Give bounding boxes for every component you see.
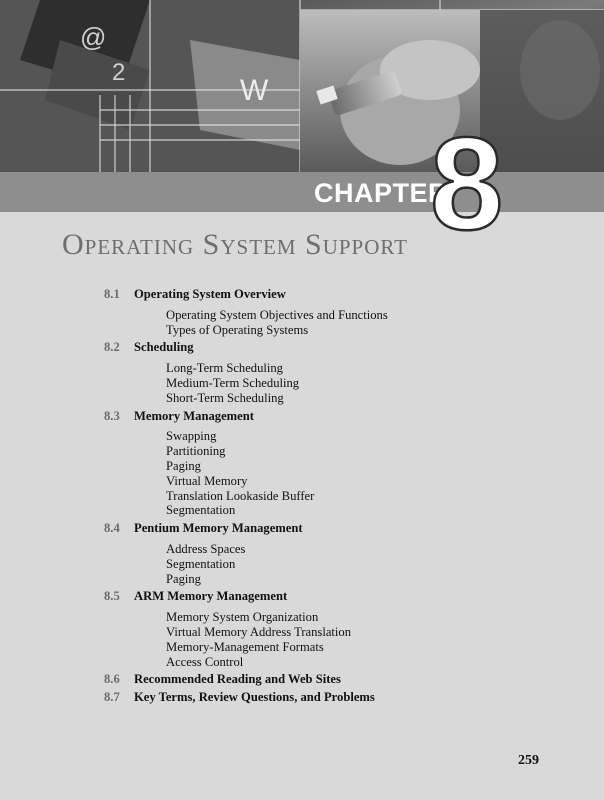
toc-subsection: Medium-Term Scheduling [166,375,300,390]
toc-section-number: 8.7 [104,690,120,705]
chapter-band [0,172,604,212]
keycap-letter: @ [80,22,107,52]
toc-subsection: Long-Term Scheduling [166,361,283,376]
banner-collage [0,0,604,172]
toc-section-title: Recommended Reading and Web Sites [134,672,341,687]
toc-section-number: 8.4 [104,521,120,536]
toc-section-number: 8.1 [104,287,120,301]
chapter-outline [104,287,564,705]
toc-subsection: Memory System Organization [166,610,319,625]
toc-subsection: Types of Operating Systems [166,322,309,337]
toc-section-number: 8.5 [104,589,120,604]
page-number: 259 [518,753,539,768]
toc-section [104,521,564,536]
toc-section [104,409,564,424]
toc-section-number: 8.3 [104,408,120,423]
toc-section-title: Memory Management [134,408,254,423]
keycap-letter: W [240,74,269,107]
chapter-banner-image [0,0,604,172]
toc-section [104,672,564,687]
toc-section-title: Scheduling [134,340,194,355]
toc-subsection: Memory-Management Formats [166,639,324,654]
toc-section-title: Pentium Memory Management [134,521,303,536]
toc-section [104,690,564,705]
toc-subsection: Segmentation [166,503,236,518]
toc-subsection: Translation Lookaside Buffer [166,488,315,503]
toc-subsection: Virtual Memory Address Translation [166,624,351,639]
toc-section-number: 8.6 [104,672,120,687]
toc-subsection: Paging [166,458,201,473]
chapter-label: CHAPTER [314,178,449,208]
toc-subsection-list [104,308,564,338]
toc-subsection: Segmentation [166,556,236,571]
toc-section [104,287,564,302]
toc-subsection-list [104,542,564,586]
toc-subsection: Operating System Objectives and Functions [166,307,388,322]
toc-subsection: Access Control [166,654,244,669]
toc-subsection-list [104,610,564,669]
toc-section [104,589,564,604]
toc-subsection: Virtual Memory [166,473,248,488]
toc-section-number: 8.2 [104,340,120,355]
toc-section [104,340,564,355]
toc-subsection: Address Spaces [166,541,246,556]
toc-subsection: Paging [166,571,201,586]
toc-section-title: Key Terms, Review Questions, and Problems [134,690,375,705]
toc-subsection-list [104,361,564,405]
toc-subsection: Partitioning [166,444,226,459]
chapter-number: 8 [430,110,504,257]
toc-section-title: Operating System Overview [134,287,286,301]
keycap-letter: 2 [112,59,126,86]
chapter-title: Operating System Support [62,228,408,261]
toc-subsection: Short-Term Scheduling [166,390,284,405]
toc-section-title: ARM Memory Management [134,589,288,604]
toc-subsection: Swapping [166,429,217,444]
toc-subsection-list [104,429,564,518]
